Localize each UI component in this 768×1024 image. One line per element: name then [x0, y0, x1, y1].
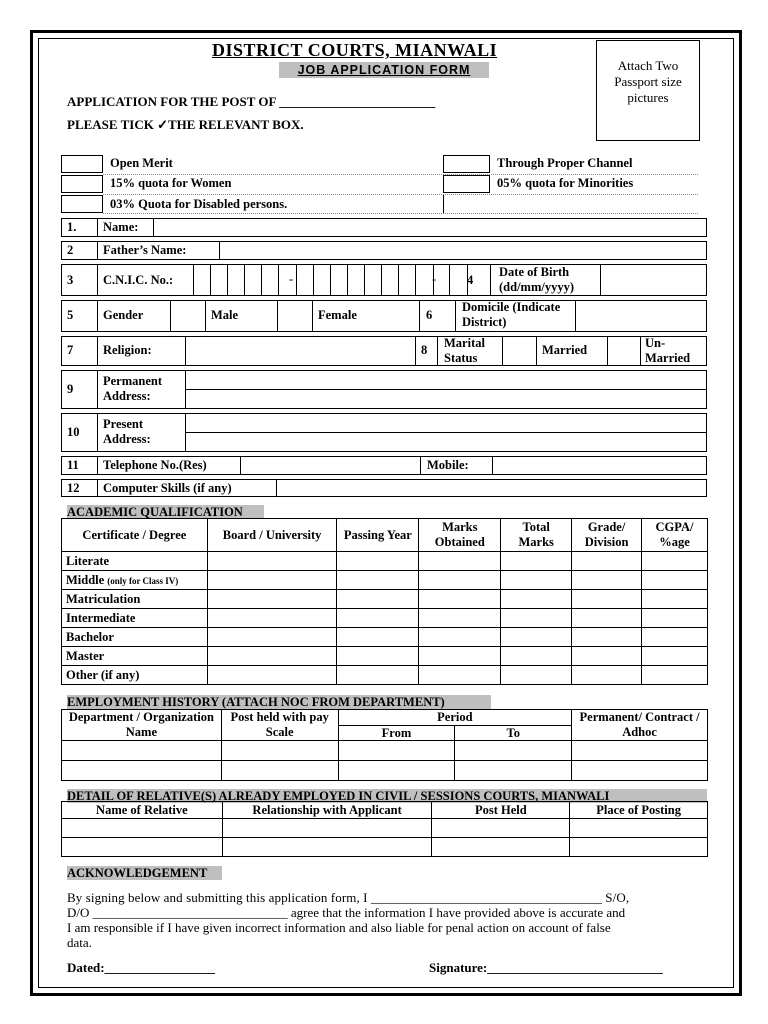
employment-table	[61, 709, 708, 781]
cnic-cell-divider	[330, 264, 331, 296]
table-cell[interactable]	[642, 590, 708, 609]
academic-col-header: Board / University	[207, 519, 337, 552]
table-cell[interactable]	[62, 819, 223, 838]
unmarried-checkbox[interactable]	[608, 337, 640, 365]
name-label: Name:	[103, 220, 139, 234]
divider	[103, 194, 698, 195]
employment-heading: EMPLOYMENT HISTORY (ATTACH NOC FROM DEPARTMENT)	[67, 695, 491, 709]
employment-col-header: From	[338, 725, 455, 741]
cnic-cell-divider	[193, 264, 194, 296]
table-cell[interactable]	[501, 647, 572, 666]
table-cell[interactable]	[221, 741, 338, 761]
academic-heading: ACADEMIC QUALIFICATION	[67, 505, 264, 519]
table-cell[interactable]	[501, 590, 572, 609]
table-cell[interactable]	[337, 590, 419, 609]
table-cell[interactable]	[501, 666, 572, 685]
divider	[97, 370, 98, 409]
qualification-label	[62, 571, 208, 590]
row-number: 1.	[67, 220, 77, 234]
qualification-label	[62, 647, 208, 666]
ack-line-2: D/O ______________________________ agree that the information I have provided above is accurate and	[67, 905, 626, 920]
male-label: Male	[211, 308, 239, 322]
table-cell[interactable]	[221, 761, 338, 781]
table-cell[interactable]	[642, 628, 708, 647]
table-cell[interactable]	[337, 666, 419, 685]
divider	[443, 195, 444, 213]
table-cell[interactable]	[570, 819, 708, 838]
table-cell[interactable]	[572, 647, 642, 666]
form-title: DISTRICT COURTS, MIANWALI	[212, 40, 498, 60]
table-row	[62, 628, 708, 647]
women-quota-checkbox[interactable]	[61, 175, 103, 193]
row-number: 9	[67, 382, 74, 396]
divider	[490, 264, 491, 296]
table-cell[interactable]	[337, 552, 419, 571]
table-cell[interactable]	[455, 761, 572, 781]
computer-skills-input[interactable]	[277, 480, 706, 496]
present-address-label: Present Address:	[103, 417, 151, 446]
row-number: 2	[67, 243, 74, 257]
form-subtitle: JOB APPLICATION FORM	[279, 62, 489, 78]
table-cell[interactable]	[222, 819, 432, 838]
table-cell[interactable]	[455, 741, 572, 761]
divider	[455, 300, 456, 332]
middle-note: (only for Class IV)	[107, 575, 179, 586]
religion-input[interactable]	[186, 337, 415, 365]
divider	[97, 479, 98, 497]
photo-box[interactable]: Attach Two Passport size pictures	[596, 40, 700, 141]
ack-line-1: By signing below and submitting this application form, I ___________________________________ S/O,	[67, 890, 630, 905]
qualification-name: Intermediate	[66, 610, 136, 625]
table-row	[62, 552, 708, 571]
father-name-label: Father’s Name:	[103, 243, 187, 257]
table-cell[interactable]	[62, 741, 222, 761]
qualification-name: Matriculation	[66, 591, 141, 606]
cnic-dash: -	[289, 272, 294, 286]
table-cell[interactable]	[337, 571, 419, 590]
acknowledgement-heading: ACKNOWLEDGEMENT	[67, 866, 222, 880]
dob-input[interactable]	[601, 265, 706, 295]
table-cell[interactable]	[501, 552, 572, 571]
academic-header-row	[62, 519, 708, 552]
qualification-label	[62, 552, 208, 571]
table-cell[interactable]	[642, 666, 708, 685]
table-row	[62, 666, 708, 685]
employment-col-header: Permanent/ Contract / Adhoc	[572, 710, 708, 741]
open-merit-checkbox[interactable]	[61, 155, 103, 173]
divider	[97, 241, 98, 260]
table-cell[interactable]	[642, 552, 708, 571]
cnic-cell-divider	[244, 264, 245, 296]
table-cell[interactable]	[419, 552, 501, 571]
table-row	[62, 571, 708, 590]
domicile-input[interactable]	[576, 301, 706, 331]
row-number: 5	[67, 308, 74, 322]
table-cell[interactable]	[642, 571, 708, 590]
marital-status-label: Marital Status	[444, 336, 485, 365]
minorities-quota-label: 05% quota for Minorities	[497, 176, 634, 190]
cnic-cell-divider	[210, 264, 211, 296]
computer-skills-label: Computer Skills (if any)	[103, 481, 232, 495]
table-cell[interactable]	[572, 590, 642, 609]
cnic-cell-divider	[398, 264, 399, 296]
disabled-quota-label: 03% Quota for Disabled persons.	[110, 197, 288, 211]
table-cell[interactable]	[338, 761, 455, 781]
table-cell[interactable]	[432, 819, 570, 838]
table-cell[interactable]	[207, 628, 337, 647]
row-number: 6	[426, 308, 433, 322]
table-cell[interactable]	[642, 647, 708, 666]
table-cell[interactable]	[642, 609, 708, 628]
table-cell[interactable]	[337, 647, 419, 666]
telephone-label: Telephone No.(Res)	[103, 458, 207, 472]
religion-label: Religion:	[103, 343, 152, 357]
table-row	[62, 838, 708, 857]
cnic-dash: -	[432, 272, 437, 286]
table-cell[interactable]	[501, 571, 572, 590]
post-applied-line[interactable]: APPLICATION FOR THE POST OF ________________________	[67, 94, 436, 109]
divider	[97, 264, 98, 296]
divider	[97, 336, 98, 366]
table-row	[62, 819, 708, 838]
female-checkbox[interactable]	[278, 301, 312, 331]
table-cell[interactable]	[432, 838, 570, 857]
women-quota-label: 15% quota for Women	[110, 176, 232, 190]
cnic-cell-divider	[296, 264, 297, 296]
table-row	[62, 590, 708, 609]
signature-field[interactable]: Signature:___________________________	[429, 960, 663, 975]
table-cell[interactable]	[419, 590, 501, 609]
relatives-col-header: Relationship with Applicant	[222, 802, 432, 819]
table-row	[62, 761, 708, 781]
permanent-address-label: Permanent Address:	[103, 374, 163, 403]
divider	[103, 174, 698, 175]
academic-col-header: Grade/ Division	[572, 519, 642, 552]
table-row	[62, 609, 708, 628]
table-cell[interactable]	[572, 761, 708, 781]
academic-col-header: Passing Year	[337, 519, 419, 552]
divider	[419, 300, 420, 332]
qualification-name: Bachelor	[66, 629, 114, 644]
table-cell[interactable]	[572, 741, 708, 761]
row-number: 3	[67, 273, 74, 287]
table-cell[interactable]	[419, 666, 501, 685]
name-input[interactable]	[154, 219, 706, 236]
cnic-cell-divider	[364, 264, 365, 296]
divider	[437, 336, 438, 366]
cnic-cell-divider	[261, 264, 262, 296]
table-cell[interactable]	[207, 571, 337, 590]
table-cell[interactable]	[419, 647, 501, 666]
academic-col-header: Marks Obtained	[419, 519, 501, 552]
disabled-quota-checkbox[interactable]	[61, 195, 103, 213]
row-number: 12	[67, 481, 80, 495]
divider	[640, 336, 641, 366]
father-name-input[interactable]	[220, 242, 706, 259]
employment-col-header: To	[455, 725, 572, 741]
divider	[103, 213, 698, 214]
table-cell[interactable]	[419, 609, 501, 628]
relatives-col-header: Place of Posting	[570, 802, 708, 819]
table-cell[interactable]	[338, 741, 455, 761]
divider	[97, 300, 98, 332]
academic-col-header: Total Marks	[501, 519, 572, 552]
unmarried-label: Un-Married	[645, 336, 691, 365]
qualification-name: Other (if any)	[66, 667, 140, 682]
open-merit-label: Open Merit	[110, 156, 173, 170]
academic-col-header: Certificate / Degree	[62, 519, 208, 552]
ack-line-3: I am responsible if I have given incorrect information and also liable for penal action on account of false	[67, 920, 611, 935]
row-number: 4	[467, 273, 474, 287]
qualification-name: Literate	[66, 553, 110, 568]
row-number: 11	[67, 458, 79, 472]
divider	[205, 300, 206, 332]
dated-field[interactable]: Dated:_________________	[67, 960, 216, 975]
employment-col-header: Post held with pay Scale	[221, 710, 338, 741]
cnic-cell-divider	[449, 264, 450, 296]
table-cell[interactable]	[572, 609, 642, 628]
proper-channel-checkbox[interactable]	[443, 155, 490, 173]
divider	[536, 336, 537, 366]
table-cell[interactable]	[572, 571, 642, 590]
female-label: Female	[318, 308, 357, 322]
table-cell[interactable]	[419, 628, 501, 647]
relatives-table	[61, 801, 708, 857]
qualification-label	[62, 666, 208, 685]
tick-instruction: PLEASE TICK ✓THE RELEVANT BOX.	[67, 117, 304, 132]
academic-table	[61, 518, 708, 685]
divider	[97, 218, 98, 237]
present-address-input[interactable]	[186, 414, 706, 451]
married-label: Married	[542, 343, 588, 357]
cnic-cell-divider	[313, 264, 314, 296]
cnic-cell-divider	[278, 264, 279, 296]
row-number: 7	[67, 343, 74, 357]
relatives-col-header: Name of Relative	[62, 802, 223, 819]
relatives-heading: DETAIL OF RELATIVE(S) ALREADY EMPLOYED IN CIVIL / SESSIONS COURTS, MIANWALI	[67, 789, 707, 803]
table-cell[interactable]	[501, 609, 572, 628]
dob-label: Date of Birth (dd/mm/yyyy)	[499, 265, 574, 294]
permanent-address-input[interactable]	[186, 371, 706, 408]
table-cell[interactable]	[207, 590, 337, 609]
table-row	[62, 647, 708, 666]
table-cell[interactable]	[572, 666, 642, 685]
table-cell[interactable]	[62, 761, 222, 781]
table-cell[interactable]	[62, 838, 223, 857]
row-number: 10	[67, 425, 80, 439]
divider	[97, 413, 98, 452]
table-cell[interactable]	[207, 666, 337, 685]
gender-label: Gender	[103, 308, 144, 322]
cnic-cell-divider	[381, 264, 382, 296]
table-cell[interactable]	[207, 647, 337, 666]
table-cell[interactable]	[501, 628, 572, 647]
male-checkbox[interactable]	[171, 301, 205, 331]
ack-line-4: data.	[67, 935, 92, 950]
divider	[415, 336, 416, 366]
cnic-label: C.N.I.C. No.:	[103, 273, 174, 287]
table-cell[interactable]	[337, 609, 419, 628]
table-row	[62, 741, 708, 761]
employment-col-header: Department / Organization Name	[62, 710, 222, 741]
employment-col-header: Period	[338, 710, 572, 726]
cnic-cell-divider	[415, 264, 416, 296]
married-checkbox[interactable]	[503, 337, 536, 365]
table-cell[interactable]	[222, 838, 432, 857]
cnic-cell-divider	[227, 264, 228, 296]
proper-channel-label: Through Proper Channel	[497, 156, 633, 170]
table-cell[interactable]	[419, 571, 501, 590]
qualification-label	[62, 609, 208, 628]
qualification-name: Middle	[66, 572, 105, 587]
cnic-cell-divider	[347, 264, 348, 296]
table-cell[interactable]	[572, 628, 642, 647]
relatives-col-header: Post Held	[432, 802, 570, 819]
mobile-input[interactable]	[493, 457, 706, 474]
qualification-label	[62, 628, 208, 647]
table-cell[interactable]	[207, 609, 337, 628]
academic-col-header: CGPA/ %age	[642, 519, 708, 552]
row-number: 8	[421, 343, 428, 357]
minorities-quota-checkbox[interactable]	[443, 175, 490, 193]
divider	[420, 456, 421, 475]
table-cell[interactable]	[337, 628, 419, 647]
qualification-label	[62, 590, 208, 609]
domicile-label: Domicile (Indicate District)	[462, 300, 561, 329]
mobile-label: Mobile:	[427, 458, 469, 472]
divider	[97, 456, 98, 475]
qualification-name: Master	[66, 648, 105, 663]
divider	[312, 300, 313, 332]
table-cell[interactable]	[207, 552, 337, 571]
table-cell[interactable]	[570, 838, 708, 857]
telephone-input[interactable]	[241, 457, 420, 474]
table-cell[interactable]	[572, 552, 642, 571]
